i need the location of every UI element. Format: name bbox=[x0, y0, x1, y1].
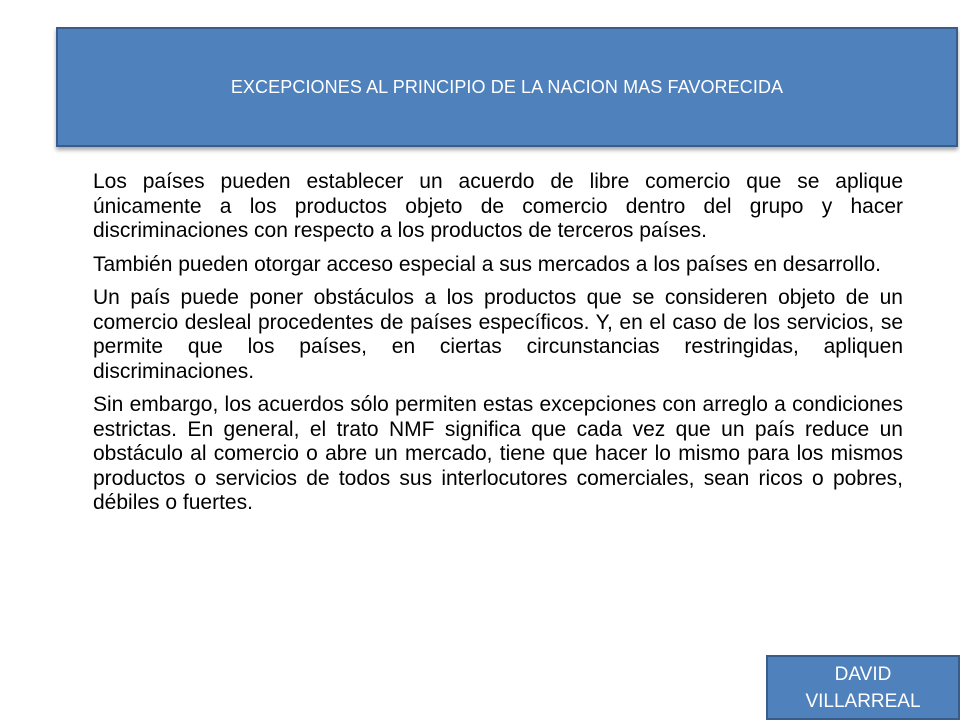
paragraph: Sin embargo, los acuerdos sólo permiten estas excepciones con arreglo a condiciones estrictas. En general, el trato NMF significa que cada vez que un país reduce un obstáculo al comercio o abre un mercado, tiene que hacer lo mismo para los mismos productos o servicios de todos sus interlocutores comerciales, sean ricos o pobres, débiles o fuertes. bbox=[93, 393, 903, 514]
slide-body bbox=[93, 170, 903, 525]
paragraph: Los países pueden establecer un acuerdo de libre comercio que se aplique únicamente a los productos objeto de comercio dentro del grupo y hacer discriminaciones con respecto a los productos de terceros países. bbox=[93, 170, 903, 242]
slide-title: EXCEPCIONES AL PRINCIPIO DE LA NACION MAS FAVORECIDA bbox=[230, 76, 784, 97]
author-first-name: DAVID bbox=[834, 663, 892, 685]
title-box bbox=[56, 27, 958, 147]
author-box bbox=[766, 655, 960, 720]
author-last-name: VILLARREAL bbox=[805, 690, 921, 712]
paragraph: También pueden otorgar acceso especial a sus mercados a los países en desarrollo. bbox=[93, 252, 881, 276]
paragraph: Un país puede poner obstáculos a los productos que se consideren objeto de un comercio desleal procedentes de países específicos. Y, en el caso de los servicios, se permite que los países, en ciertas circunstancias restringidas, apliquen discriminaciones. bbox=[93, 286, 903, 383]
